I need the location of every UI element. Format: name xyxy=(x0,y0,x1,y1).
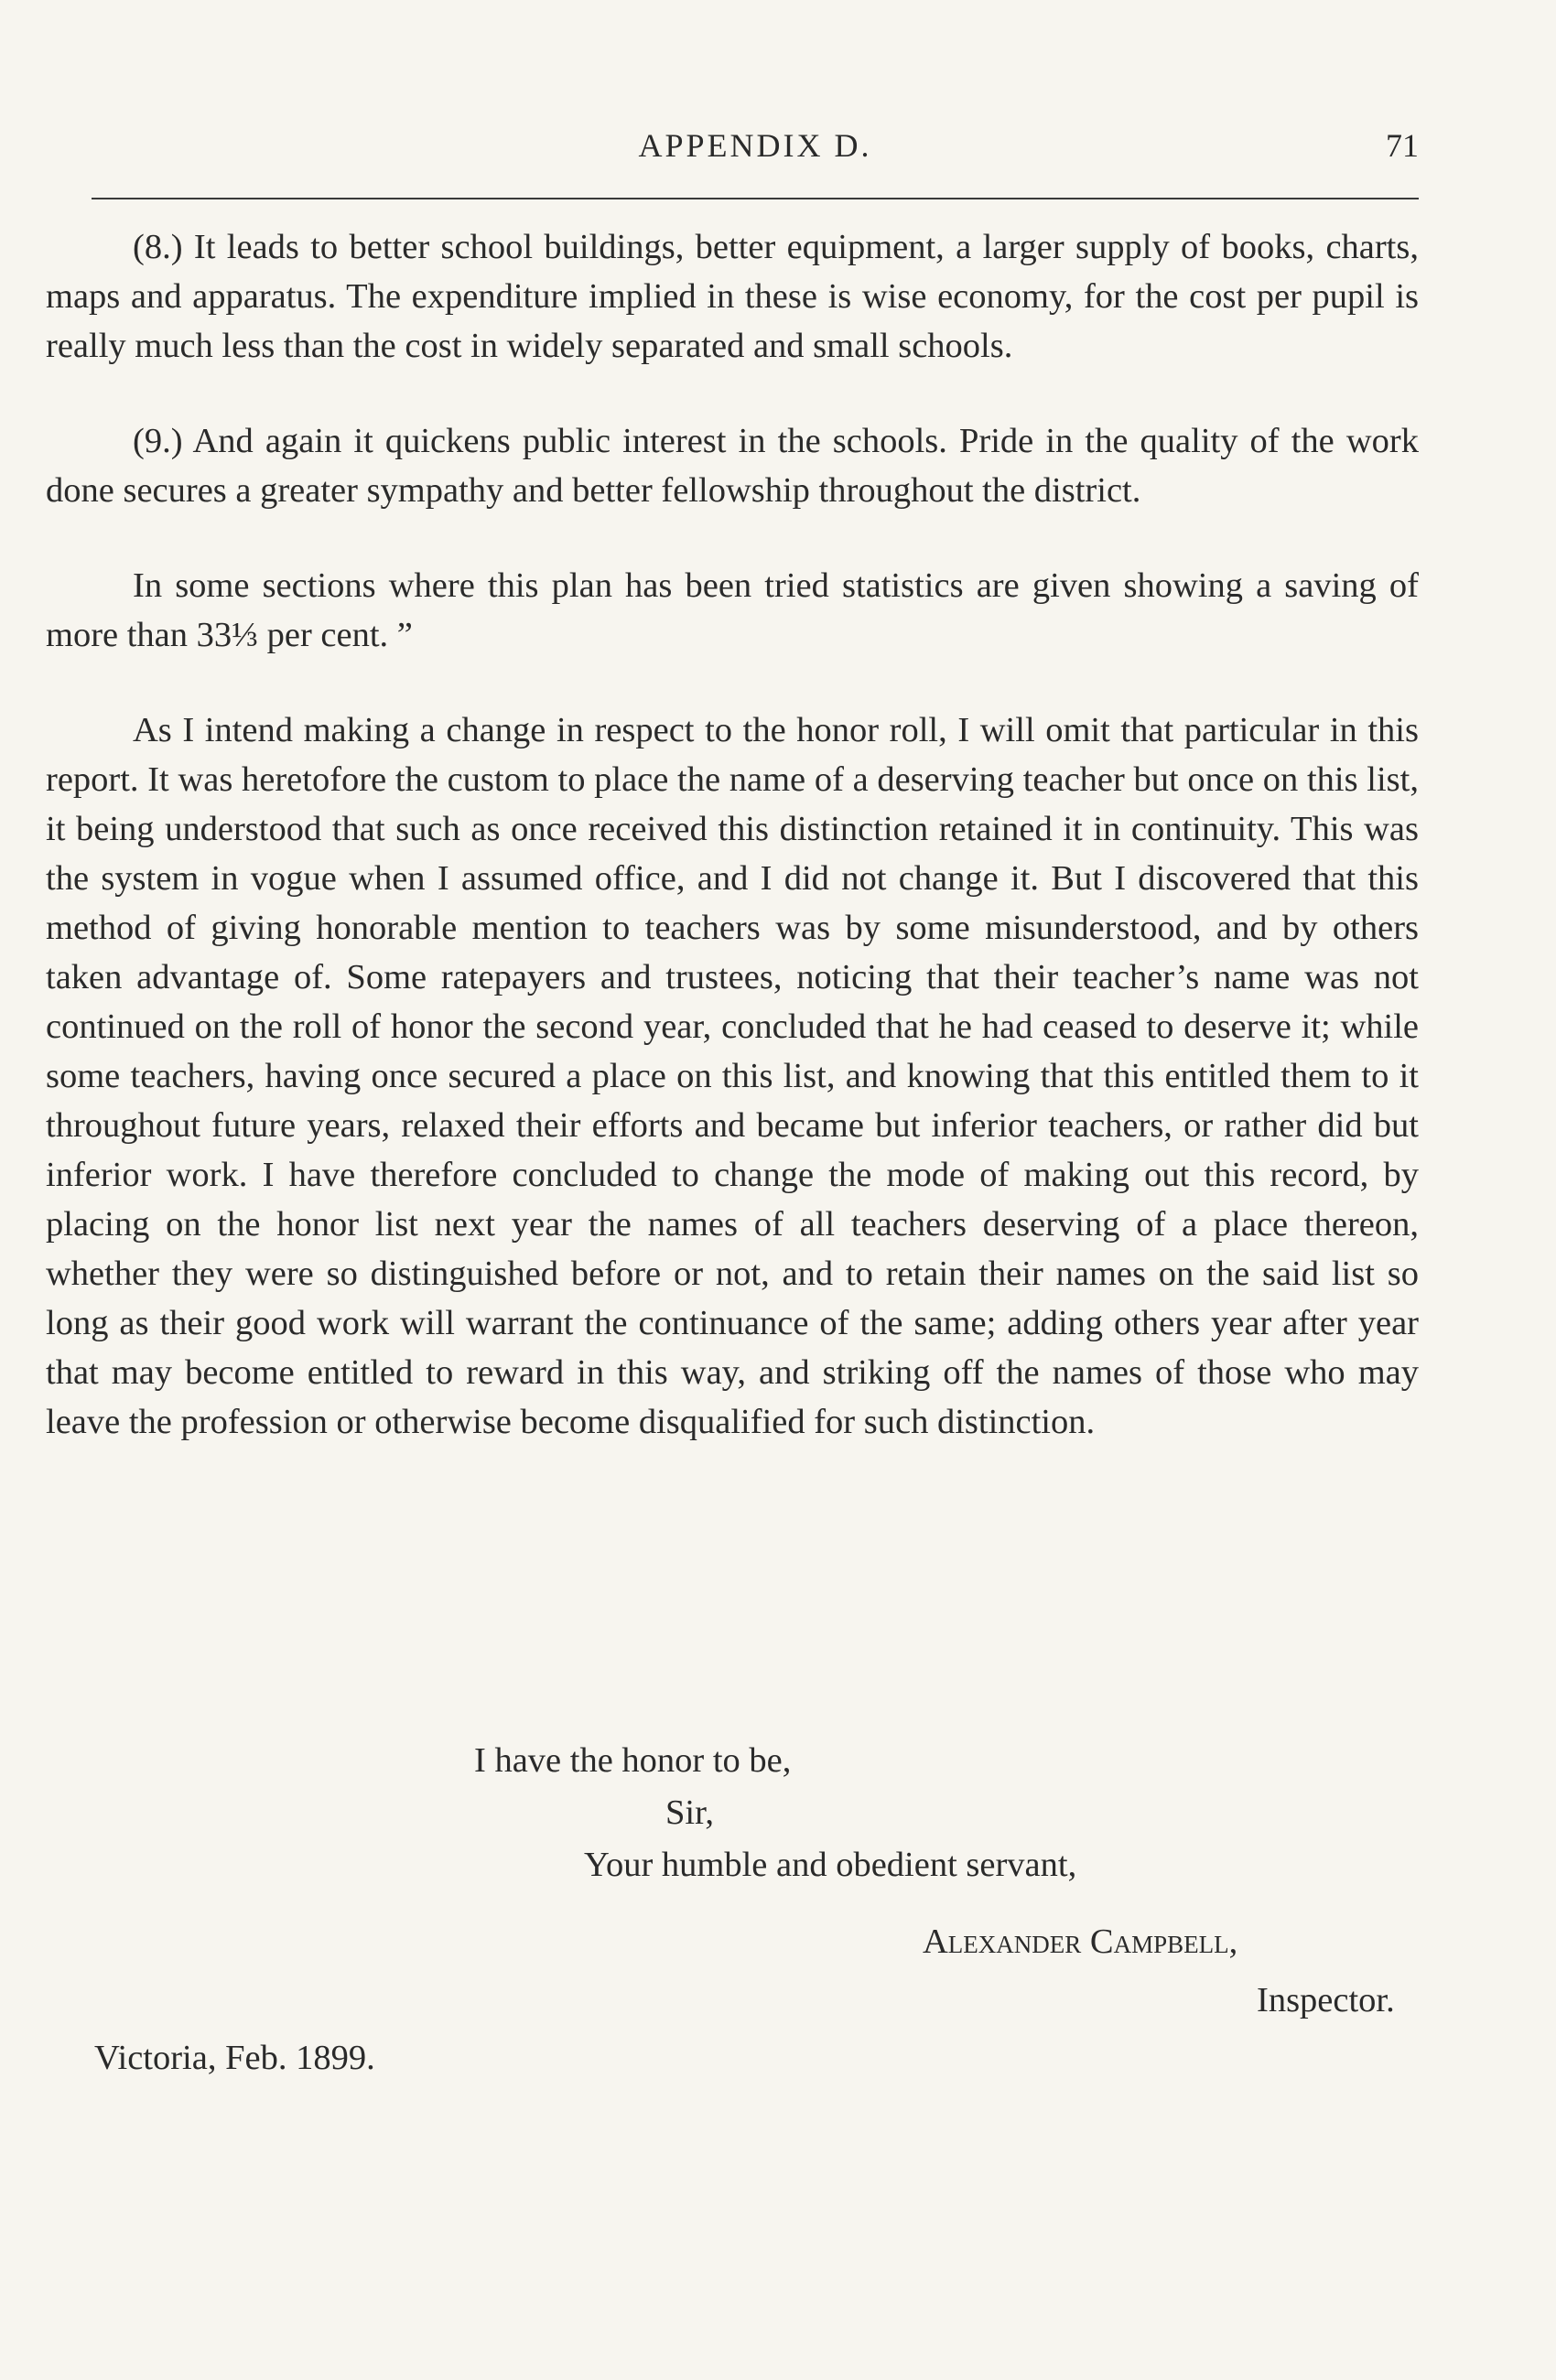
page-number: 71 xyxy=(1386,127,1419,164)
body-text xyxy=(46,222,1419,1492)
closing-salutation: Sir, xyxy=(665,1793,715,1832)
paragraph-honor-roll: As I intend making a change in respect to the honor roll, I will omit that particular in this report. It was heretofore the custom to place the name of a deserving teacher but once on this list, it being understood that such as once received this distinction retained it in continuity. This was the system in vogue when I assumed office, and I did not change it. But I discovered that this method of giving honorable mention to teachers was by some misunderstood, and by others taken advantage of. Some ratepayers and trustees, noticing that their teacher’s name was not continued on the roll of honor the second year, concluded that he had ceased to deserve it; while some teachers, having once secured a place on this list, and knowing that this entitled them to it throughout future years, relaxed their efforts and became but inferior teachers, or rather did but inferior work. I have therefore concluded to change the mode of making out this record, by placing on the honor list next year the names of all teachers deserving of a place thereon, whether they were so distinguished before or not, and to retain their names on the said list so long as their good work will warrant the continuance of the same; adding others year after year that may become entitled to reward in this way, and striking off the names of those who may leave the profession or otherwise become disqualified for such distinction. xyxy=(46,711,1419,1441)
paragraph-savings: In some sections where this plan has been tried statistics are given showing a saving of more than 33⅓ per cent. ” xyxy=(46,566,1419,654)
closing-servant-line: Your humble and obedient servant, xyxy=(584,1846,1077,1884)
signature-name: Alexander Campbell, xyxy=(923,1922,1238,1961)
paragraph-point-8: (8.) It leads to better school buildings, better equipment, a larger supply of books, charts, maps and apparatus. The expenditure implied in these is wise economy, for the cost per pupil is really much less than the cost in widely separated and small schools. xyxy=(46,228,1419,365)
running-title: APPENDIX D. xyxy=(638,127,872,164)
closing-honor-line: I have the honor to be, xyxy=(474,1741,792,1780)
page-header xyxy=(92,126,1419,181)
header-rule xyxy=(92,198,1419,199)
signature-title: Inspector. xyxy=(1257,1981,1395,2019)
place-and-date: Victoria, Feb. 1899. xyxy=(94,2039,375,2077)
paragraph-point-9: (9.) And again it quickens public interest in the schools. Pride in the quality of the work done secures a greater sympathy and better fellowship throughout the district. xyxy=(46,422,1419,510)
